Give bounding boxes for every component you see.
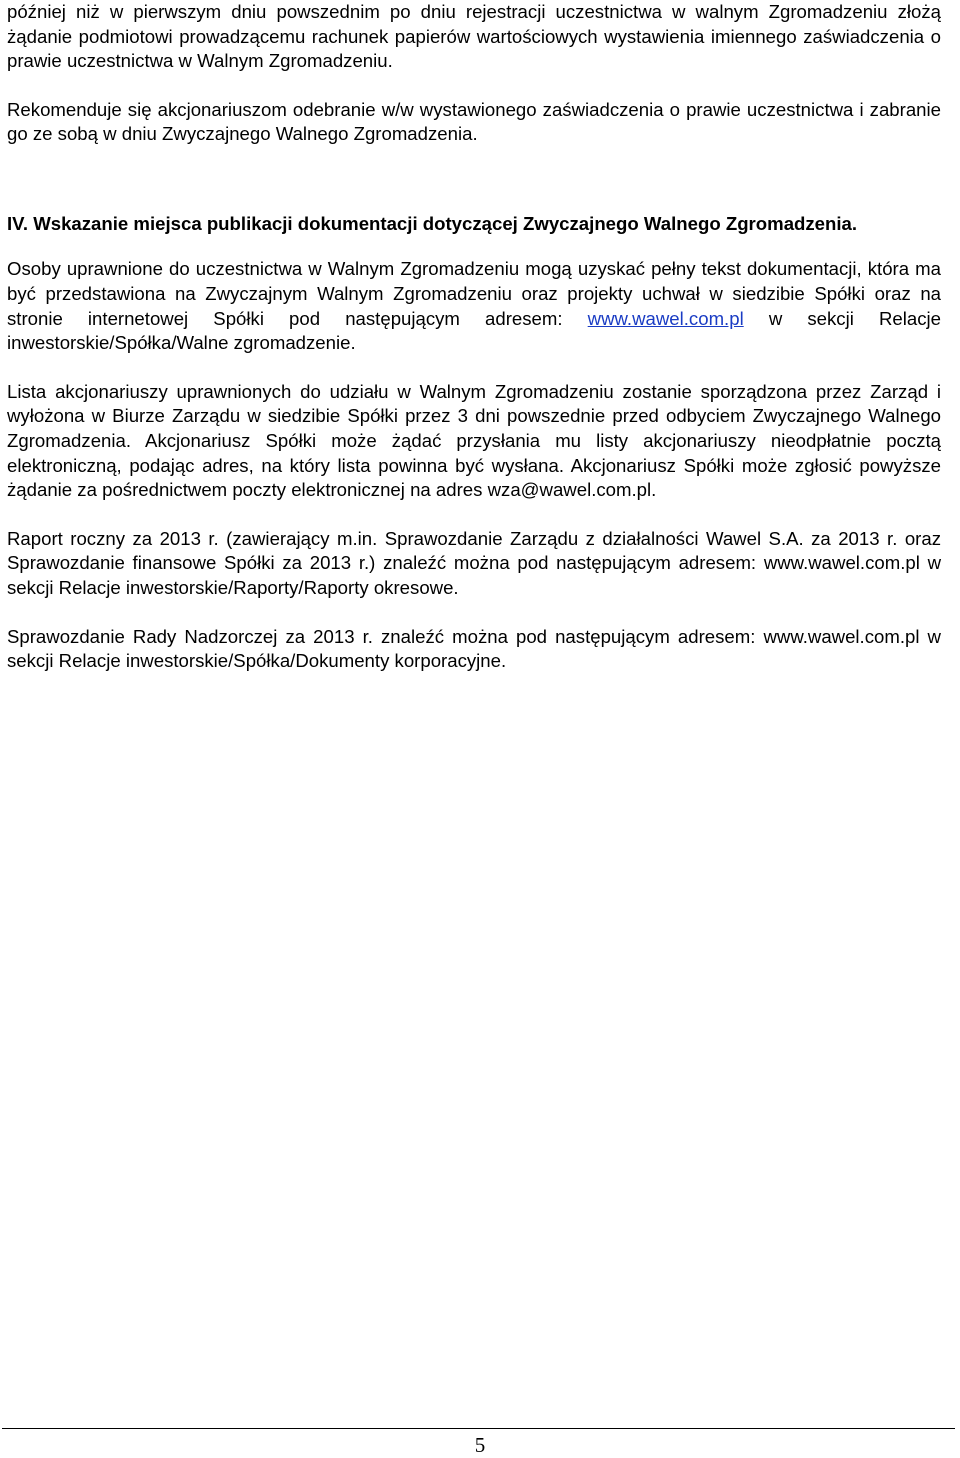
paragraph-documentation-access: [7, 257, 941, 355]
paragraph-annual-report: Raport roczny za 2013 r. (zawierający m.in. Sprawozdanie Zarządu z działalności Wawel S.A. za 2013 r. oraz Sprawozdanie finansowe Spółki za 2013 r.) znaleźć można pod następującym adresem: www.wawel.com.pl w sekcji Relacje inwestorskie/Raporty/Raporty okresowe.: [7, 527, 941, 598]
footer-divider: [2, 1428, 955, 1429]
paragraph-shareholder-list: Lista akcjonariuszy uprawnionych do udziału w Walnym Zgromadzeniu zostanie sporządzona przez Zarząd i wyłożona w Biurze Zarządu w siedzibie Spółki przez 3 dni powszednie przed odbyciem Zwyczajnego Walnego Zgromadzenia. Akcjonariusz Spółki może żądać przysłania mu listy akcjonariuszy nieodpłatnie pocztą elektroniczną, podając adres, na który lista powinna być wysłana. Akcjonariusz Spółki może zgłosić powyższe żądanie za pośrednictwem poczty elektronicznej na adres wza@wawel.com.pl.: [7, 380, 941, 501]
section-heading: IV. Wskazanie miejsca publikacji dokumentacji dotyczącej Zwyczajnego Walnego Zgromadzenia.: [7, 212, 858, 234]
paragraph-supervisory-board-report: Sprawozdanie Rady Nadzorczej za 2013 r. znaleźć można pod następującym adresem: www.wawel.com.pl w sekcji Relacje inwestorskie/Spółka/Dokumenty korporacyjne.: [7, 625, 941, 672]
wawel-website-link[interactable]: www.wawel.com.pl: [587, 307, 744, 329]
paragraph-documentation-suffix: w sekcji Relacje inwestorskie/Spółka/Walne zgromadzenie.: [7, 307, 941, 354]
paragraph-documentation-text: Osoby uprawnione do uczestnictwa w Walnym Zgromadzeniu mogą uzyskać pełny tekst dokumentacji, która ma być przedstawiona na Zwyczajnym Walnym Zgromadzeniu oraz projekty uchwał w siedzibie Spółki oraz na stronie internetowej Spółki pod następującym adresem:: [7, 258, 941, 329]
paragraph-continued: później niż w pierwszym dniu powszednim po dniu rejestracji uczestnictwa w walnym Zgromadzeniu złożą żądanie podmiotowi prowadzącemu rachunek papierów wartościowych wystawienia imiennego zaświadczenia o prawie uczestnictwa w Walnym Zgromadzeniu.: [7, 1, 941, 72]
document-page: [7, 0, 941, 674]
paragraph-recommendation: Rekomenduje się akcjonariuszom odebranie w/w wystawionego zaświadczenia o prawie uczestnictwa i zabranie go ze sobą w dniu Zwyczajnego Walnego Zgromadzenia.: [7, 98, 941, 145]
page-number: 5: [474, 1433, 486, 1457]
